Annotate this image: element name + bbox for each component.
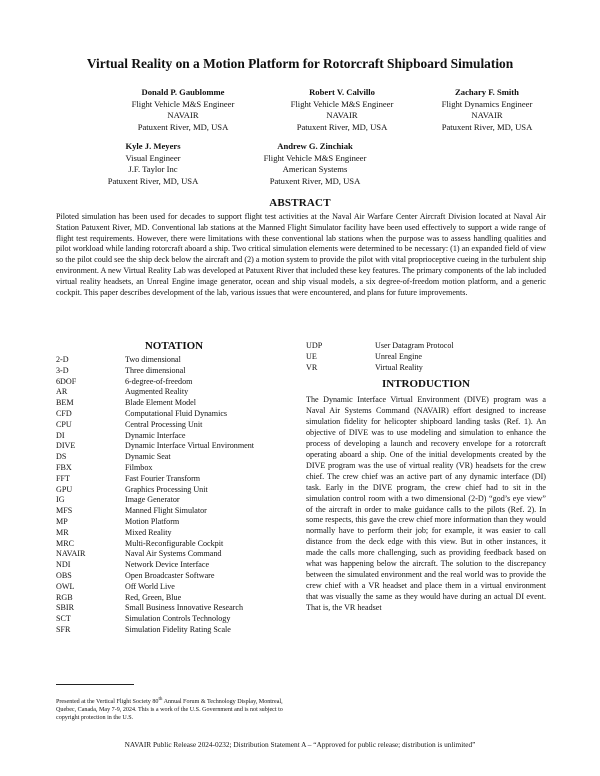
notation-definition: Simulation Controls Technology xyxy=(125,614,231,624)
notation-abbreviation: MFS xyxy=(56,506,73,516)
notation-definition: Red, Green, Blue xyxy=(125,592,182,602)
footnote-prefix: Presented at the Vertical Flight Society 80 xyxy=(56,699,159,706)
abstract-heading: ABSTRACT xyxy=(269,197,331,209)
author-name: Kyle J. Meyers xyxy=(125,141,181,151)
notation-abbreviation: MP xyxy=(56,516,68,526)
notation-row xyxy=(56,387,296,398)
notation-abbreviation: DI xyxy=(56,430,65,440)
notation-definition: Computational Fluid Dynamics xyxy=(125,408,228,418)
notation-definition: Off World Live xyxy=(125,581,175,591)
author-role: Flight Vehicle M&S Engineer xyxy=(263,152,367,163)
notation-row xyxy=(56,431,296,442)
author-org: J.F. Taylor Inc xyxy=(128,164,178,175)
notation-abbreviation: AR xyxy=(56,387,68,397)
notation-heading: NOTATION xyxy=(144,340,204,352)
paper-title: Virtual Reality on a Motion Platform for Rotorcraft Shipboard Simulation xyxy=(86,56,514,71)
notation-row xyxy=(56,506,296,517)
introduction-text: The Dynamic Interface Virtual Environment (DIVE) program was a Naval Air Systems Command (NAVAIR) effort designed to increase simulation fidelity for helicopter shipboard landing tasks (Ref. 1). An objective of DIVE was to use modeling and simulation to enhance the process of developing a launch and recovery envelope for a rotorcraft operating aboard a ship. One of the initial developments created by the DIVE program was the use of virtual reality (VR) headsets for the crew chief. The crew chief was an active part of any dynamic interface (DI) task. Early in the DIVE program, the crew chief had to sit in the simulation control room with a two dimensional (2-D) “god’s eye view” of the aircraft in order to make guidance calls to the pilots (Ref. 2). In some respects, this gave the crew chief more information than they would normally have to perform their job; for example, it was easier to call distance from the deck edge with this view. But in other instances, it made the calls more challenging, such as providing feedback based on what was happening below the aircraft. The solution to the discrepancy between the simulated environment and the real world was to provide the crew chief with a VR headset and place them in a virtual environment that was visually the same as they would have during an actual DI event. That is, the VR headset xyxy=(306,395,546,613)
notation-definition: Dynamic Seat xyxy=(125,452,171,462)
notation-abbreviation: OBS xyxy=(56,570,72,580)
author-block-4 xyxy=(68,141,238,187)
notation-list xyxy=(56,355,296,636)
notation-row xyxy=(56,539,296,550)
author-block-1 xyxy=(98,87,268,133)
notation-row xyxy=(56,441,296,452)
notation-abbreviation: RGB xyxy=(56,592,73,602)
notation-abbreviation: VR xyxy=(306,362,318,372)
notation-row xyxy=(56,366,296,377)
notation-row xyxy=(56,377,296,388)
notation-definition: Virtual Reality xyxy=(375,362,423,372)
notation-abbreviation: 3-D xyxy=(56,365,69,375)
notation-abbreviation: 6DOF xyxy=(56,376,77,386)
author-name: Robert V. Calvillo xyxy=(309,87,375,97)
notation-definition: Filmbox xyxy=(125,462,153,472)
notation-abbreviation: BEM xyxy=(56,398,74,408)
notation-definition: Three dimensional xyxy=(125,365,186,375)
notation-definition: Network Device Interface xyxy=(125,560,210,570)
notation-abbreviation: SFR xyxy=(56,624,71,634)
footnote-superscript: th xyxy=(158,696,163,702)
notation-row xyxy=(56,463,296,474)
author-block-5 xyxy=(230,141,400,187)
introduction-heading: INTRODUCTION xyxy=(381,378,470,390)
notation-definition: Mixed Reality xyxy=(125,527,172,537)
notation-row xyxy=(306,341,546,352)
notation-abbreviation: IG xyxy=(56,495,65,505)
author-location: Patuxent River, MD, USA xyxy=(441,121,533,132)
notation-definition: 6-degree-of-freedom xyxy=(125,376,193,386)
notation-abbreviation: MR xyxy=(56,527,69,537)
notation-abbreviation: OWL xyxy=(56,581,75,591)
notation-row xyxy=(56,517,296,528)
author-block-3 xyxy=(402,87,572,133)
author-name: Donald P. Gaublomme xyxy=(141,87,225,97)
author-location: Patuxent River, MD, USA xyxy=(269,175,361,186)
notation-row xyxy=(56,614,296,625)
notation-abbreviation: DS xyxy=(56,452,67,462)
author-location: Patuxent River, MD, USA xyxy=(296,121,388,132)
notation-definition: Fast Fourier Transform xyxy=(125,473,201,483)
notation-abbreviation: 2-D xyxy=(56,355,69,364)
author-name: Zachary F. Smith xyxy=(455,87,519,97)
author-role: Visual Engineer xyxy=(125,152,181,163)
author-name: Andrew G. Zinchiak xyxy=(277,141,353,151)
author-role: Flight Vehicle M&S Engineer xyxy=(131,98,235,109)
notation-abbreviation: SBIR xyxy=(56,603,74,613)
author-org: American Systems xyxy=(282,164,348,175)
author-org: NAVAIR xyxy=(326,110,358,121)
notation-abbreviation: UE xyxy=(306,351,317,361)
notation-abbreviation: FBX xyxy=(56,462,72,472)
notation-definition: Graphics Processing Unit xyxy=(125,484,208,494)
notation-definition: Small Business Innovative Research xyxy=(125,603,244,613)
notation-definition: Dynamic Interface xyxy=(125,430,186,440)
notation-row xyxy=(56,485,296,496)
notation-definition: Dynamic Interface Virtual Environment xyxy=(125,441,255,451)
notation-row xyxy=(56,420,296,431)
notation-row xyxy=(56,398,296,409)
notation-list-continued xyxy=(306,341,546,373)
notation-abbreviation: DIVE xyxy=(56,441,76,451)
notation-definition: Two dimensional xyxy=(125,355,181,364)
notation-definition: Central Processing Unit xyxy=(125,419,203,429)
notation-row xyxy=(56,571,296,582)
notation-definition: Manned Flight Simulator xyxy=(125,506,207,516)
notation-row xyxy=(56,474,296,485)
notation-abbreviation: MRC xyxy=(56,538,74,548)
notation-abbreviation: CPU xyxy=(56,419,72,429)
notation-abbreviation: SCT xyxy=(56,614,71,624)
footnote-rest: Annual Forum & Technology Display, Montreal, Quebec, Canada, May 7-9, 2024. This is a work of the U.S. Government and is not subject to copyright protection in the U.S. xyxy=(56,699,283,722)
footnote xyxy=(56,695,291,722)
abstract-text: Piloted simulation has been used for decades to support flight test activities at the Naval Air Warfare Center Aircraft Division located at Naval Air Station Patuxent River, MD. Conventional lab stations at the Manned Flight Simulator facility have been used effectively to support a wide range of flight test requirements. However, there were limitations with these conventional lab stations when the purpose was to assess handling qualities and pilot workload while landing rotorcraft aboard a ship. Two critical simulation elements were determined to be necessary: (1) an expanded field of view so the pilot could see the ship deck below the aircraft and (2) a motion system to provide the pilot with vital proprioceptive cueing in the turbulent ship environment. A new Virtual Reality Lab was developed at Patuxent River that included these key features. The primary components of the lab included virtual reality headsets, an Unreal Engine image generator, ocean and ship visual models, a six degree-of-freedom motion platform, and a generic cockpit. This paper describes development of the lab, various issues that were encountered, and plans for future improvements. xyxy=(56,212,546,297)
notation-row xyxy=(56,549,296,560)
author-location: Patuxent River, MD, USA xyxy=(107,175,199,186)
notation-definition: Motion Platform xyxy=(125,516,180,526)
notation-definition: User Datagram Protocol xyxy=(375,341,454,350)
notation-abbreviation: NAVAIR xyxy=(56,549,86,559)
release-statement: NAVAIR Public Release 2024-0232; Distribution Statement A – “Approved for public release; distribution is unlimited” xyxy=(124,740,476,749)
notation-row xyxy=(56,593,296,604)
notation-definition: Naval Air Systems Command xyxy=(125,549,222,559)
notation-abbreviation: CFD xyxy=(56,408,72,418)
notation-definition: Blade Element Model xyxy=(125,398,197,408)
notation-row xyxy=(56,355,296,366)
author-org: NAVAIR xyxy=(167,110,199,121)
notation-row xyxy=(56,495,296,506)
notation-definition: Simulation Fidelity Rating Scale xyxy=(125,624,231,634)
notation-definition: Unreal Engine xyxy=(375,351,422,361)
notation-definition: Open Broadcaster Software xyxy=(125,570,215,580)
notation-row xyxy=(56,582,296,593)
notation-abbreviation: NDI xyxy=(56,560,71,570)
author-org: NAVAIR xyxy=(471,110,503,121)
notation-row xyxy=(56,625,296,636)
notation-abbreviation: GPU xyxy=(56,484,73,494)
notation-definition: Image Generator xyxy=(125,495,180,505)
notation-abbreviation: UDP xyxy=(306,341,323,350)
footnote-divider xyxy=(56,684,134,685)
notation-definition: Augmented Reality xyxy=(125,387,189,397)
author-role: Flight Dynamics Engineer xyxy=(441,98,533,109)
notation-row xyxy=(56,452,296,463)
notation-row xyxy=(56,528,296,539)
notation-definition: Multi-Reconfigurable Cockpit xyxy=(125,538,224,548)
notation-row xyxy=(56,409,296,420)
notation-row xyxy=(306,363,546,374)
author-role: Flight Vehicle M&S Engineer xyxy=(290,98,394,109)
notation-row xyxy=(56,603,296,614)
notation-row xyxy=(306,352,546,363)
notation-abbreviation: FFT xyxy=(56,473,70,483)
notation-row xyxy=(56,560,296,571)
author-location: Patuxent River, MD, USA xyxy=(137,121,229,132)
